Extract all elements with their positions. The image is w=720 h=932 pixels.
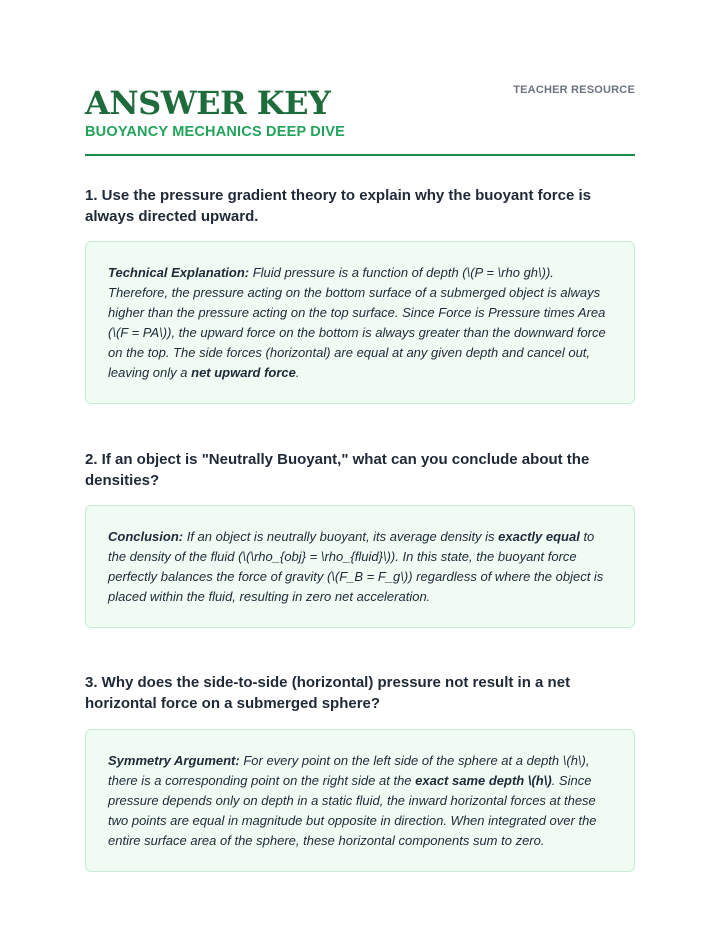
answer-emphasis: net upward force [191,365,296,380]
page-header [85,0,635,156]
answer-text-end: to the density of the fluid (\(\rho_{obj} = \rho_{fluid}\)). In this state, the buoyant force perfectly balances the force of gravity (\(F_B = F_g\)) regardless of where the object is placed within the fluid, resulting in zero net acceleration. [108,529,604,604]
answer-box-1 [85,241,635,404]
resource-badge: TEACHER RESOURCE [513,84,635,96]
answer-lead: Technical Explanation: [108,265,250,280]
page-title: ANSWER KEY [85,84,331,122]
answer-text-end: . Since pressure depends only on depth in a static fluid, the inward horizontal forces at these two points are equal in magnitude but opposite in direction. When integrated over the entire surface area of the sphere, these horizontal components sum to zero. [108,773,597,848]
answer-text-end: . [295,365,300,380]
question-1 [85,185,635,227]
question-2 [85,449,635,491]
answer-box-3 [85,729,635,872]
answer-emphasis: exactly equal [498,529,580,544]
question-prompt: 3. Why does the side-to-side (horizontal) pressure not result in a net horizontal force on a submerged sphere? [85,674,571,712]
question-prompt: 1. Use the pressure gradient theory to explain why the buoyant force is always directed upward. [85,187,591,225]
page-subtitle: BUOYANCY MECHANICS DEEP DIVE [85,124,345,140]
question-prompt: 2. If an object is "Neutrally Buoyant," what can you conclude about the densities? [85,451,590,489]
answer-text: For every point on the left side of the sphere at a depth \(h\), there is a corresponding point on the right side at the [108,753,590,788]
answer-lead: Symmetry Argument: [108,753,240,768]
answer-text: If an object is neutrally buoyant, its average density is [183,529,499,544]
answer-emphasis: exact same depth \(h\) [415,773,552,788]
answer-lead: Conclusion: [108,529,184,544]
answer-box-2 [85,505,635,628]
question-3 [85,672,635,714]
answer-text: Fluid pressure is a function of depth (\(P = \rho gh\)). Therefore, the pressure acting on the bottom surface of a submerged object is always higher than the pressure acting on the top surface. Since Force is Pressure times Area (\(F = PA\)), the upward force on the bottom is always greater than the downward force on the top. The side forces (horizontal) are equal at any given depth and cancel out, leaving only a [108,265,606,380]
